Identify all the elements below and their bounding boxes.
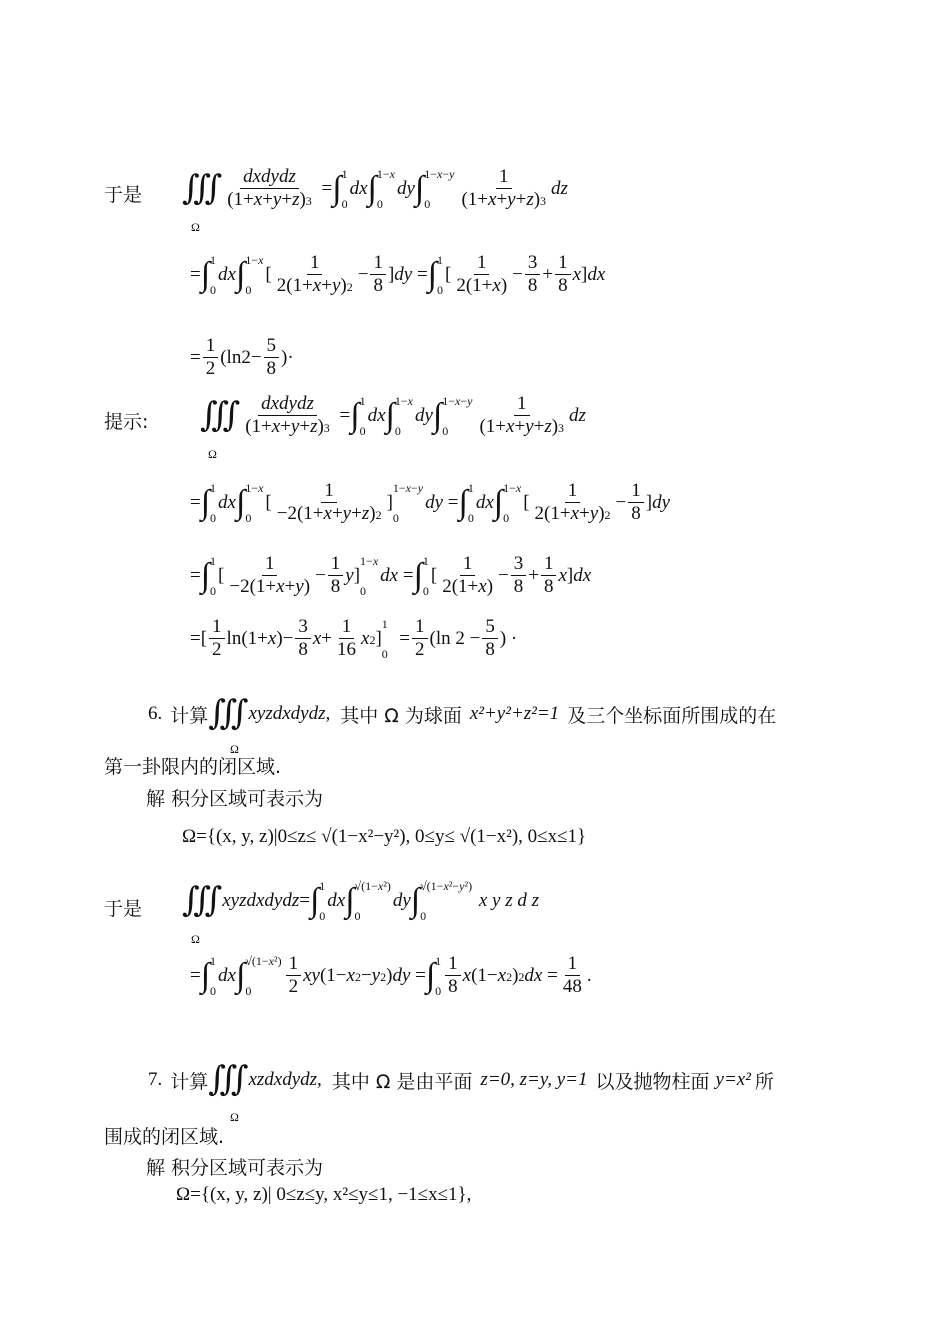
problem-7-line-2: 围成的闭区域. [104,1126,225,1148]
eq-6-line-2: = ∫ 1 0 dx ∫ √(1−x²) 0 $\frac{1}{2}$ xy(1−x2−y2)dy = ∫ 1 0 $\frac{1}{8}$ x(1−x2)2dx = $\frac{1}{48}$ . [190,953,592,998]
problem-7-solution-intro: 解 积分区域可表示为 [146,1157,324,1179]
eq-2-line-3: = ∫ 1 0 [ $\frac{1}{-2(1+x+y)}$ − $\frac{1}{8}$ y] 1−x 0 dx = ∫ 1 0 [ $\frac{1}{2(1+x)}$ − $\frac{3}{8}$ + $\frac{1}{8}$ x]dx [190,553,592,598]
eq-2-line-1: ∭ $\frac{\text{dxdydz}}{(1+x+y+z)3}$ = ∫ 1 0 dx ∫ 1−x 0 dy ∫ 1−x−y 0 $\frac{1}{(1+x+y+z)3}$ dz [200,393,586,438]
problem-7-integrand: xzdxdydz, [248,1069,322,1090]
problem-6-solution-intro: 解 积分区域可表示为 [146,788,324,810]
problem-6-pre: 计算 [170,704,209,727]
omega-sub-p6: Ω [230,742,239,756]
problem-7-statement: 7. 计算 ∭ xzdxdydz, 其中 Ω 是由平面 z=0, z=y, y=1 以及抛物柱面 y=x² 所 [148,1061,774,1098]
problem-6-mid: 其中 Ω 为球面 [340,704,462,727]
problem-7-post: 以及抛物柱面 [595,1070,710,1093]
omega-sub-3: Ω [191,932,200,946]
problem-7-number: 7. [148,1069,163,1090]
problem-7-mid: 其中 Ω 是由平面 [331,1070,473,1093]
problem-7-region: Ω={(x, y, z)| 0≤z≤y, x²≤y≤1, −1≤x≤1}, [176,1184,472,1205]
eq-2-line-2: = ∫ 1 0 dx ∫ 1−x 0 [ $\frac{1}{-2(1+x+y+z)2}$ ] 1−x−y 0 dy = ∫ 1 0 dx ∫ 1−x 0 [ $\frac{1}{2(1+x+y)2}$ − $\frac{1}{8}$ ]dy [190,480,670,525]
label-yushi-2: 于是 [104,898,143,920]
label-yushi-1: 于是 [104,184,143,206]
problem-7-planes: z=0, z=y, y=1 [480,1069,588,1090]
problem-7-pre: 计算 [170,1070,209,1093]
eq-1-line-3: = $\frac{1}{2}$ (ln2− $\frac{5}{8}$ )· [190,335,294,379]
problem-6-integrand: xyzdxdydz, [248,703,331,724]
omega-sub-1: Ω [191,220,200,234]
eq-6-line-1: ∭ xyzdxdydz = ∫ 1 0 dx ∫ √(1−x²) 0 dy ∫ √(1−x²−y²) 0 x y z d z [182,879,539,923]
problem-6-number: 6. [148,703,163,724]
problem-6-region: Ω={(x, y, z)|0≤z≤ √(1−x²−y²), 0≤y≤ √(1−x²), 0≤x≤1} [182,826,587,847]
eq-1-line-2: = ∫ 1 0 dx ∫ 1−x 0 [ $\frac{1}{2(1+x+y)2}$ − $\frac{1}{8}$ ]dy = ∫ 1 0 [ $\frac{1}{2(1+x)}$ − $\frac{3}{8}$ + $\frac{1}{8}$ x]dx [190,252,606,297]
problem-6-statement: 6. 计算 ∭ xyzdxdydz, 其中 Ω 为球面 x²+y²+z²=1 及三个坐标面所围成的在 [148,695,777,732]
label-tishi: 提示: [104,411,149,433]
problem-6-post: 及三个坐标面所围成的在 [567,704,777,727]
eq-2-line-4: =[ $\frac{1}{2}$ ln(1+x)− $\frac{3}{8}$ x+ $\frac{1}{16}$ x2] 1 0 = $\frac{1}{2}$ (ln 2 − $\frac{5}{8}$ ) · [190,616,518,661]
eq-1-line-1: ∭ $\frac{\text{dxdydz}}{(1+x+y+z)3}$ = ∫ 1 0 dx ∫ 1−x 0 dy ∫ 1−x−y 0 $\frac{1}{(1+x+y+z)3}$ dz [182,166,568,211]
problem-6-surface: x²+y²+z²=1 [469,703,560,724]
problem-7-parabolic: y=x² [715,1069,751,1090]
problem-7-suffix: 所 [754,1070,774,1093]
omega-sub-2: Ω [208,447,217,461]
problem-6-line-2: 第一卦限内的闭区域. [104,756,282,778]
omega-sub-p7: Ω [230,1110,239,1124]
